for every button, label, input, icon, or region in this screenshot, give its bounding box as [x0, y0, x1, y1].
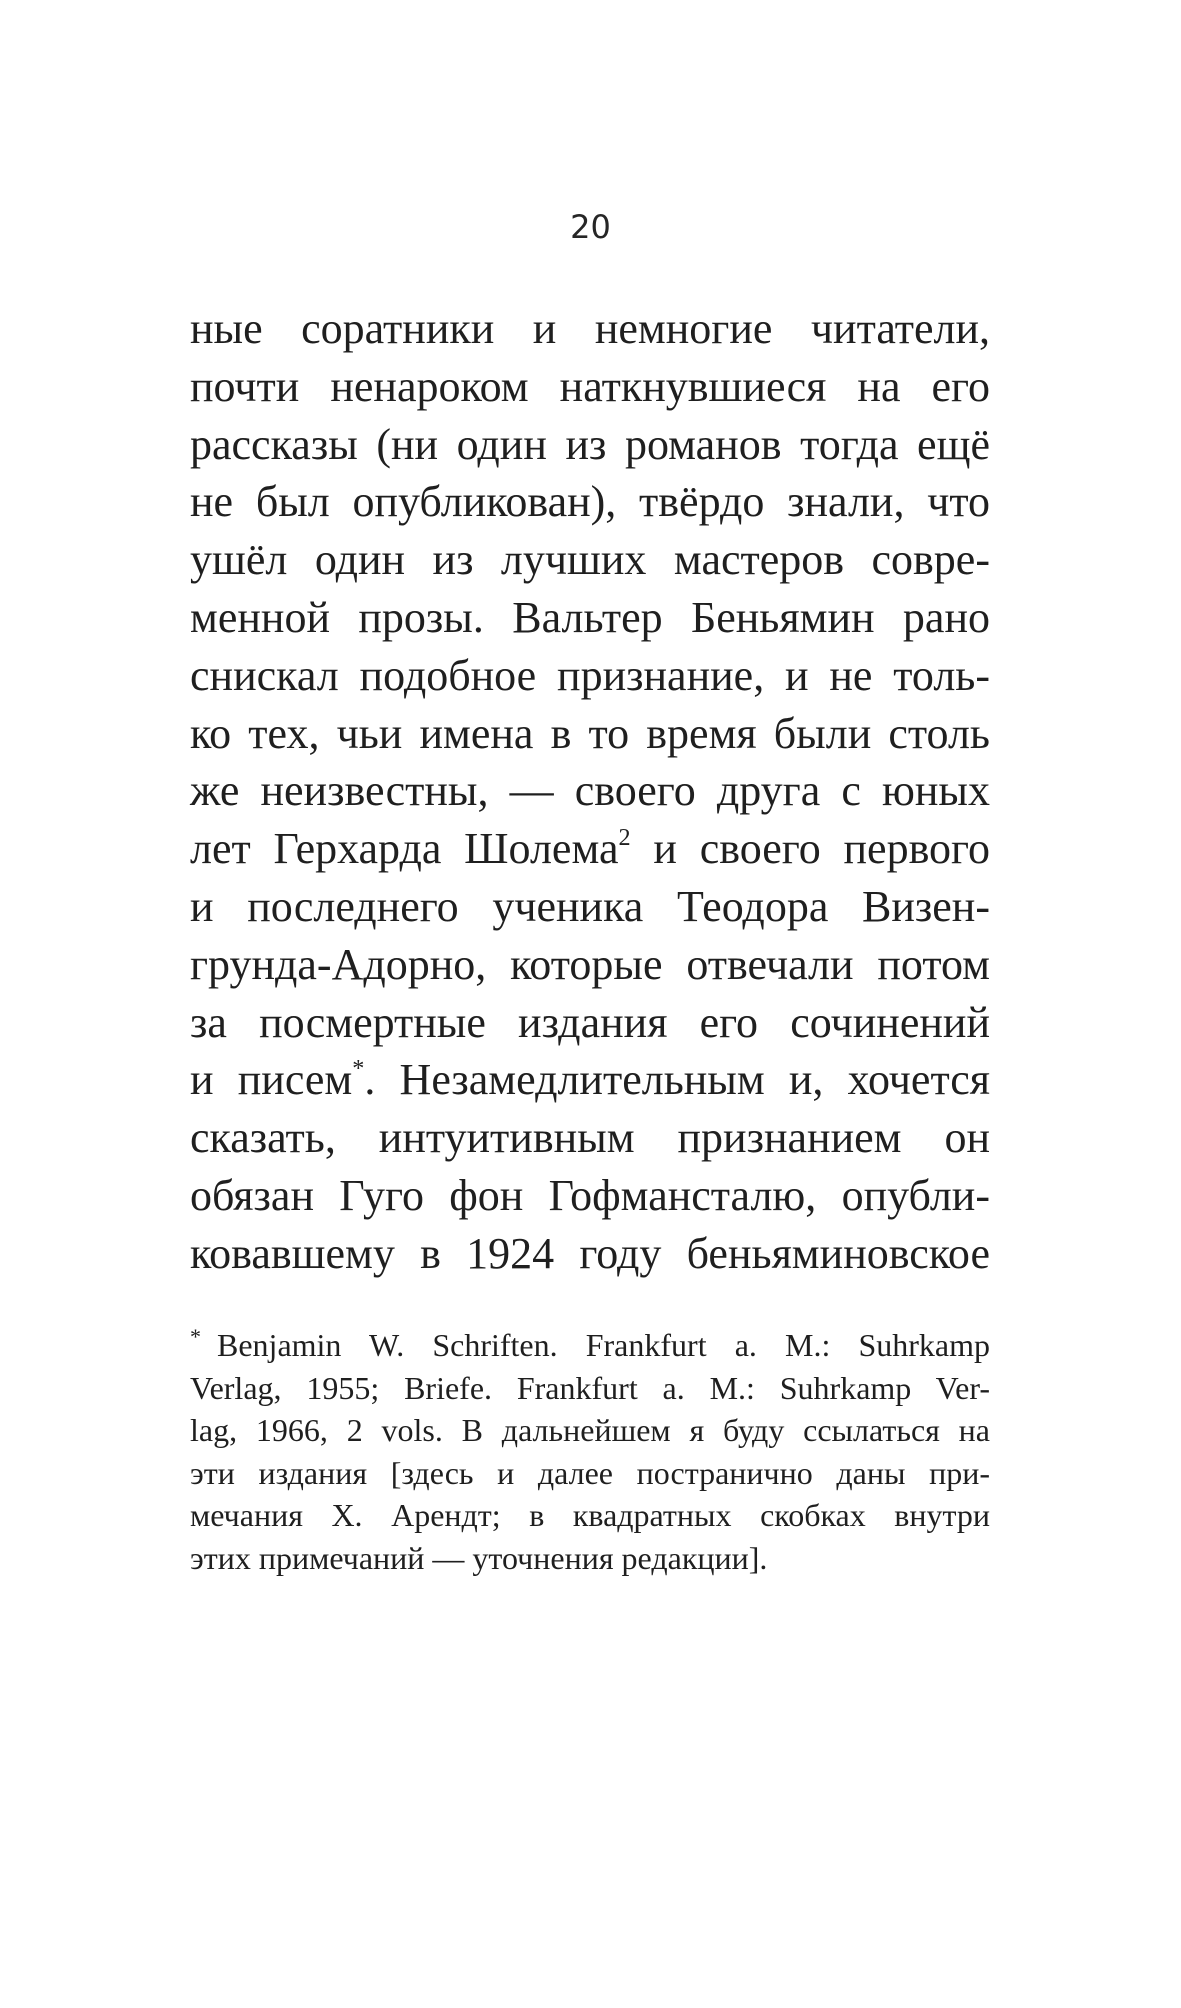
footnote-line: * Benjamin W. Schriften. Frankfurt a. M.: Suhrkamp — [190, 1324, 990, 1363]
text-line: ко тех, чьи имена в то время были столь — [190, 708, 990, 758]
text-line: не был опубликован), твёрдо знали, что — [190, 477, 990, 527]
text-line — [190, 820, 990, 878]
text-line: ные соратники и немногие читатели, — [190, 304, 990, 353]
footnote-line: мечания Х. Арендт; в квадратных скобках внутри — [190, 1497, 990, 1533]
text-line: обязан Гуго фон Гофмансталю, опубли- — [190, 1170, 990, 1220]
text-line: же неизвестны, — своего друга с юных — [190, 766, 990, 816]
body-text — [190, 300, 990, 1283]
text-line: ковавшему в 1924 году беньяминовское — [190, 1228, 990, 1278]
footnote-text: Benjamin W. Schriften. Frankfurt a. M.: Suhrkamp — [217, 1327, 990, 1363]
text-line: менной прозы. Вальтер Беньямин рано — [190, 592, 990, 642]
footnote-line: lag, 1966, 2 vols. В дальнейшем я буду ссылаться на — [190, 1412, 990, 1448]
text-line: и последнего ученика Теодора Визен- — [190, 881, 990, 931]
footnote-line: этих примечаний — уточнения редакции]. — [190, 1539, 768, 1576]
text-line: снискал подобное признание, и не толь- — [190, 650, 990, 700]
text-segment: и своего первого — [630, 824, 991, 874]
text-line: грунда-Адорно, которые отвечали потом — [190, 939, 990, 989]
text-line: за посмертные издания его сочинений — [190, 997, 990, 1047]
footnote — [190, 1324, 990, 1579]
footnote-line: Verlag, 1955; Briefe. Frankfurt a. M.: Suhrkamp Ver- — [190, 1369, 990, 1406]
text-segment: и писем — [190, 1055, 353, 1105]
footnote-reference: 2 — [618, 824, 631, 852]
text-line: почти ненароком наткнувшиеся на его — [190, 361, 990, 411]
text-line — [190, 1051, 990, 1109]
text-segment: лет Герхарда Шолема — [190, 824, 619, 874]
text-line: сказать, интуитивным признанием он — [190, 1113, 990, 1163]
footnote-line: эти издания [здесь и далее постранично даны при- — [190, 1454, 990, 1491]
text-line: ушёл один из лучших мастеров совре- — [190, 535, 990, 585]
text-segment: . Незамедлительным и, хочется — [364, 1055, 990, 1105]
page-number: 20 — [570, 208, 611, 246]
text-line: рассказы (ни один из романов тогда ещё — [190, 419, 990, 469]
footnote-reference: * — [352, 1055, 365, 1083]
